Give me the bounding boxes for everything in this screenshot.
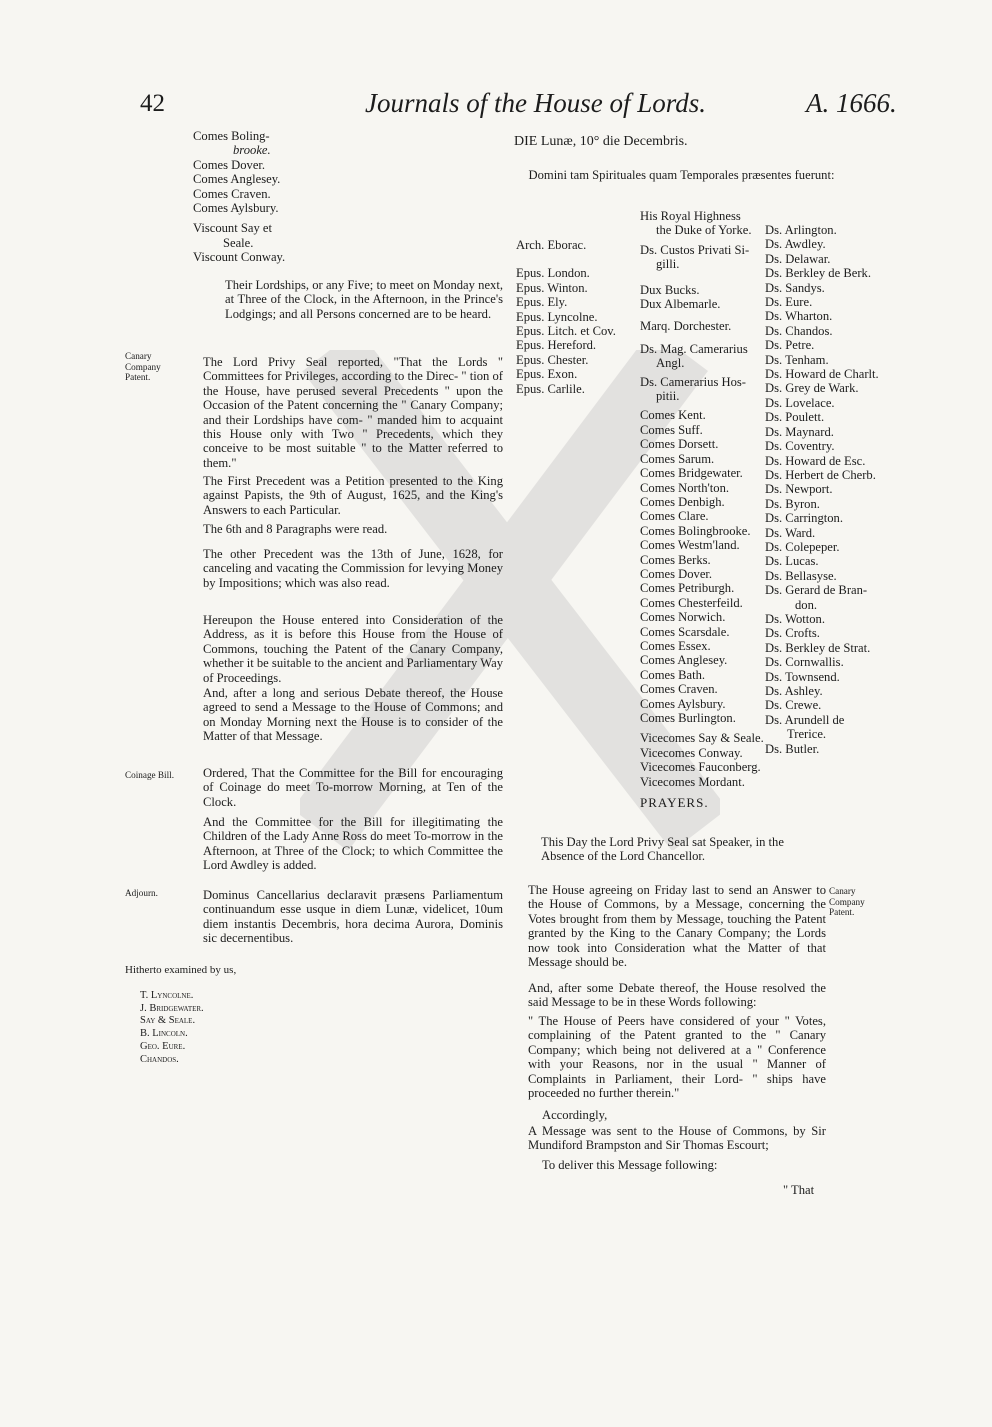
- margin-note-coinage: Coinage Bill.: [125, 770, 174, 780]
- list-item: Ds. Butler.: [765, 741, 820, 756]
- resolved-paragraph: And, after some Debate thereof, the House resolved the said Message to be in these Words following:: [528, 981, 826, 1010]
- ordered-paragraph: Ordered, That the Committee for the Bill for encouraging of Coinage do meet To-morrow Morning, at Ten of the Clock.: [203, 766, 503, 809]
- list-item: Ds. Eure.: [765, 295, 813, 310]
- signature: Say & Seale.: [140, 1015, 196, 1027]
- list-item: Arch. Eborac.: [516, 238, 587, 252]
- signature: B. Lincoln.: [140, 1028, 188, 1040]
- illegitimating-paragraph: And the Committee for the Bill for illegitimating the Children of the Lady Anne Ross do meet To-morrow in the Afternoon, at Three of the Clock; to which Committee the Lord Awdley is added.: [203, 815, 503, 873]
- accordingly: Accordingly,: [542, 1108, 608, 1122]
- list-item: Ds. Berkley de Strat.: [765, 640, 871, 655]
- list-item: Comes Dover.: [640, 566, 713, 581]
- list-item: Angl.: [656, 356, 685, 371]
- list-item: Comes Suff.: [640, 422, 703, 437]
- list-item: Comes Scarsdale.: [640, 624, 730, 639]
- list-item: Viscount Say et: [193, 221, 272, 236]
- list-item: Epus. Litch. et Cov.: [516, 324, 616, 339]
- list-item: [516, 252, 616, 266]
- list-item: Comes Aylsbury.: [640, 696, 726, 711]
- list-item: Epus. Hereford.: [516, 338, 597, 353]
- list-item: Ds. Crewe.: [765, 698, 822, 713]
- list-item: Comes Bolingbrooke.: [640, 523, 751, 538]
- list-item: Comes Dover.: [193, 157, 266, 172]
- list-item: Vicecomes Conway.: [640, 745, 743, 760]
- adjourn-paragraph: Dominus Cancellarius declaravit præsens Parliamentum continuandum esse usque in diem Lunæ, videlicet, 10um diem instantis Decembris, hora decima Aurora, Dominis sic decernentibus.: [203, 888, 503, 946]
- list-item: Trerice.: [787, 727, 827, 742]
- list-item: Seale.: [223, 235, 254, 250]
- list-item: Ds. Arlington.: [765, 223, 837, 237]
- catchword: " That: [783, 1183, 815, 1197]
- list-item: Ds. Petre.: [765, 338, 815, 353]
- hereupon-paragraph: Hereupon the House entered into Consideration of the Address, as it is before this House from the House of Commons, touching the Patent of the Canary Company, whether it be suitable to the ancient and Parliamentary Way of Proceedings.: [203, 613, 503, 685]
- message-quote: " The House of Peers have considered of your " Votes, complaining of the Patent granted to the " Canary Company; which being not delivered at a " Conference with your Reasons, nor in the usual " Manner of Complaints in Parliament, their Lord- " ships have proceeded no further therein.": [528, 1014, 826, 1101]
- prayers-heading: PRAYERS.: [640, 795, 709, 810]
- list-item: Comes Anglesey.: [193, 172, 281, 187]
- list-item: Ds. Cornwallis.: [765, 655, 844, 670]
- list-item: Vicecomes Mordant.: [640, 774, 745, 789]
- list-item: Comes Berks.: [640, 552, 711, 567]
- margin-note-adjourn: Adjourn.: [125, 888, 158, 898]
- list-item: Comes Petriburgh.: [640, 581, 735, 596]
- list-item: Ds. Townsend.: [765, 669, 840, 684]
- list-item: Epus. London.: [516, 266, 590, 281]
- list-item: gilli.: [656, 257, 680, 272]
- first-precedent: The First Precedent was a Petition presented to the King against Papists, the 9th of August, 1625, and the King's Answers to each Particular.: [203, 474, 503, 517]
- list-item: the Duke of Yorke.: [656, 223, 752, 238]
- list-item: Ds. Carrington.: [765, 511, 844, 526]
- list-item: Epus. Chester.: [516, 352, 589, 367]
- list-item: Comes Westm'land.: [640, 538, 740, 553]
- list-item: Comes Clare.: [640, 509, 709, 524]
- list-item: Epus. Winton.: [516, 280, 588, 295]
- signature: Geo. Eure.: [140, 1040, 186, 1052]
- list-item: Ds. Wharton.: [765, 309, 833, 324]
- list-item: Comes Bridgewater.: [640, 466, 743, 481]
- list-item: Comes Denbigh.: [640, 494, 725, 509]
- margin-note-canary-right: Canary Company Patent.: [829, 886, 865, 917]
- signature: J. Bridgewater.: [140, 1002, 204, 1014]
- other-precedent: The other Precedent was the 13th of June, 1628, for canceling and vacating the Commission for levying Money by Impositions; which was also read.: [203, 547, 503, 590]
- list-item: Comes North'ton.: [640, 480, 730, 495]
- list-item: Ds. Gerard de Bran-: [765, 583, 868, 598]
- list-item: Ds. Coventry.: [765, 439, 835, 454]
- margin-note-canary: Canary Company Patent.: [125, 351, 161, 382]
- list-item: Dux Albemarle.: [640, 297, 721, 312]
- list-item: Ds. Byron.: [765, 496, 820, 511]
- list-item: Ds. Lovelace.: [765, 395, 835, 410]
- list-item: Comes Aylsbury.: [193, 201, 279, 216]
- house-agreeing-paragraph: The House agreeing on Friday last to send an Answer to the House of Commons, by a Message, concerning the Votes brought from them by Message, touching the Patent granted by the King to the Canary Company; the Lords now took into Consideration what the Matter of that Message should be.: [528, 883, 826, 970]
- deliver-line: To deliver this Message following:: [542, 1158, 718, 1172]
- list-item: Comes Kent.: [640, 408, 706, 423]
- list-item: Comes Chesterfeild.: [640, 595, 743, 610]
- list-item: Epus. Lyncolne.: [516, 309, 598, 324]
- list-item: Comes Dorsett.: [640, 437, 719, 452]
- list-item: Epus. Ely.: [516, 295, 568, 310]
- examiner-signatures: [140, 990, 204, 1066]
- list-item: Ds. Camerarius Hos-: [640, 374, 746, 389]
- list-item: Ds. Herbert de Cherb.: [765, 467, 876, 482]
- list-item: don.: [795, 597, 818, 612]
- list-item: Ds. Custos Privati Si-: [640, 242, 750, 257]
- list-item: Ds. Poulett.: [765, 410, 825, 425]
- paragraphs-read: The 6th and 8 Paragraphs were read.: [203, 522, 388, 536]
- bishops-list: [516, 238, 616, 396]
- list-item: Ds. Tenham.: [765, 352, 829, 367]
- examined-by: Hitherto examined by us,: [125, 964, 237, 976]
- list-item: Ds. Chandos.: [765, 323, 833, 338]
- list-item: Ds. Grey de Wark.: [765, 381, 859, 396]
- list-item: Comes Anglesey.: [640, 653, 728, 668]
- list-item: Ds. Colepeper.: [765, 539, 840, 554]
- list-item: Vicecomes Fauconberg.: [640, 760, 761, 775]
- list-item: Comes Craven.: [193, 186, 271, 201]
- list-item: Comes Norwich.: [640, 610, 726, 625]
- list-item: Ds. Lucas.: [765, 554, 819, 569]
- date-heading: DIE Lunæ, 10° die Decembris.: [514, 134, 688, 149]
- list-item: Vicecomes Say & Seale.: [640, 731, 764, 746]
- present-heading: Domini tam Spirituales quam Temporales præsentes fuerunt:: [528, 168, 835, 182]
- list-item: Ds. Ward.: [765, 525, 816, 540]
- list-item: Ds. Maynard.: [765, 424, 834, 439]
- committee-list: [193, 129, 285, 265]
- page-year: A. 1666.: [806, 88, 897, 118]
- temporal-lords-list: [640, 209, 764, 789]
- list-item: Ds. Sandys.: [765, 280, 825, 295]
- list-item: Dux Bucks.: [640, 282, 700, 297]
- list-item: Ds. Ashley.: [765, 684, 823, 698]
- barons-list: [765, 223, 879, 756]
- list-item: Ds. Mag. Camerarius: [640, 341, 748, 356]
- list-item: Ds. Howard de Esc.: [765, 453, 866, 468]
- list-item: Epus. Exon.: [516, 367, 578, 382]
- list-item: Comes Essex.: [640, 638, 711, 653]
- list-item: Ds. Howard de Charlt.: [765, 367, 879, 382]
- page-number: 42: [140, 90, 165, 117]
- list-item: Ds. Newport.: [765, 482, 833, 497]
- signature: T. Lyncolne.: [140, 990, 194, 1001]
- message-sent-paragraph: A Message was sent to the House of Commons, by Sir Mundiford Brampston and Sir Thomas Escourt;: [528, 1124, 826, 1153]
- list-item: brooke.: [233, 143, 271, 158]
- list-item: Viscount Conway.: [193, 250, 286, 265]
- list-item: Comes Bath.: [640, 667, 706, 682]
- list-item: Ds. Crofts.: [765, 626, 820, 641]
- list-item: Epus. Carlile.: [516, 381, 585, 396]
- signature: Chandos.: [140, 1053, 179, 1065]
- list-item: Ds. Wotton.: [765, 611, 825, 626]
- list-item: Marq. Dorchester.: [640, 319, 732, 334]
- list-item: Ds. Awdley.: [765, 237, 826, 252]
- lordships-meet: Their Lordships, or any Five; to meet on Monday next, at Three of the Clock, in the Afternoon, in the Prince's Lodgings; and all Persons concerned are to be heard.: [225, 278, 503, 321]
- list-item: Ds. Delawar.: [765, 251, 831, 266]
- debate-paragraph: And, after a long and serious Debate thereof, the House agreed to send a Message to the House of Commons; and on Monday Morning next the House is to consider of the Matter of that Message.: [203, 686, 503, 744]
- speaker-paragraph: This Day the Lord Privy Seal sat Speaker, in the Absence of the Lord Chancellor.: [541, 835, 784, 864]
- list-item: Ds. Arundell de: [765, 712, 845, 727]
- list-item: Comes Sarum.: [640, 451, 715, 466]
- page-title: Journals of the House of Lords.: [365, 88, 707, 118]
- privy-seal-report: The Lord Privy Seal reported, "That the Lords " Committees for Privileges, according to the Direc- " tion of the House, have perused several Precedents " upon the Occasion of the Patent concerning the " Canary Company; and their Lordships have com- " manded him to acquaint this House only with Two " Precedents, which they conceive to be most suitable " to the Matter referred to them.": [203, 355, 503, 470]
- list-item: Comes Craven.: [640, 682, 718, 697]
- list-item: Ds. Berkley de Berk.: [765, 266, 871, 281]
- list-item: His Royal Highness: [640, 209, 741, 223]
- list-item: pitii.: [656, 389, 680, 404]
- list-item: Comes Boling-: [193, 129, 270, 143]
- list-item: Ds. Bellasyse.: [765, 568, 837, 583]
- list-item: Comes Burlington.: [640, 711, 736, 725]
